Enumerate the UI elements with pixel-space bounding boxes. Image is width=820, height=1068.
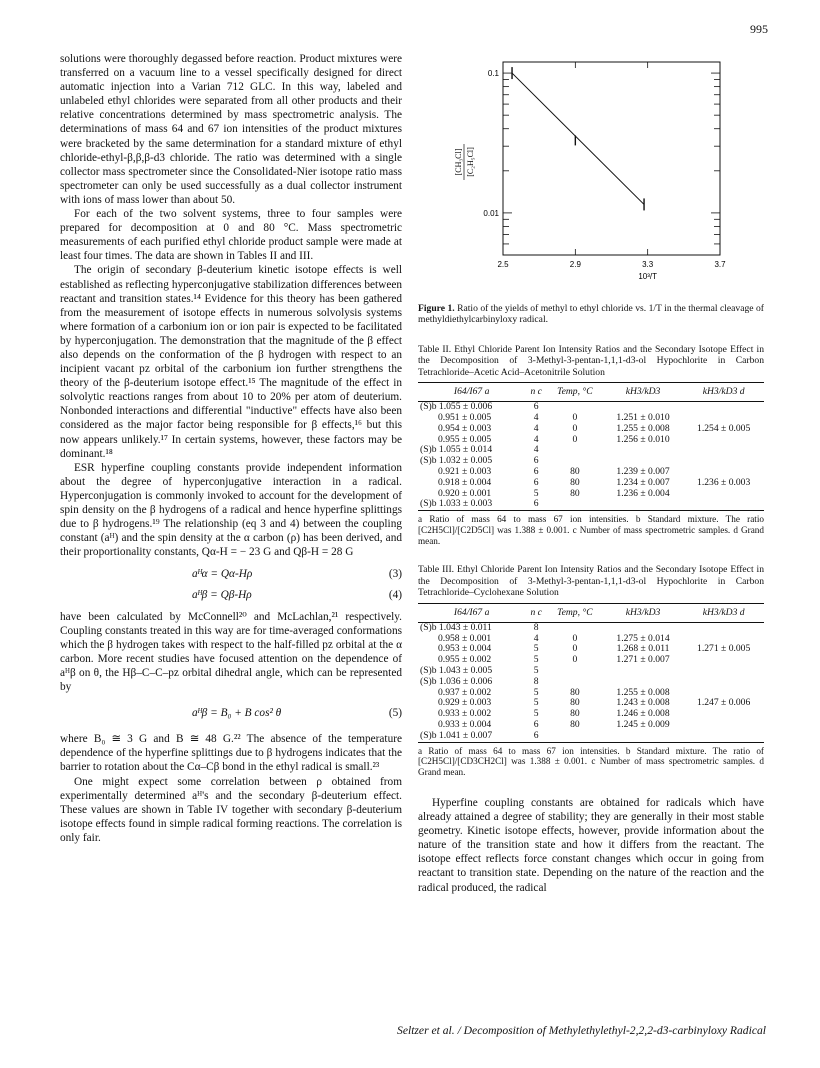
table-cell: (S)b 1.041 ± 0.007 [418, 731, 525, 742]
table-cell: 0.929 ± 0.003 [438, 697, 492, 709]
table-header: n c [525, 603, 547, 622]
y-tick-label: 0.01 [483, 208, 499, 218]
table-cell [683, 456, 764, 467]
table-cell: 1.246 ± 0.008 [616, 708, 670, 720]
table-cell: 4 [533, 632, 539, 644]
table-cell: (S)b 1.036 ± 0.006 [420, 675, 493, 687]
table-cell [603, 622, 684, 633]
table-row [418, 499, 764, 510]
figure-1-chart [418, 52, 764, 292]
table-cell [683, 731, 764, 742]
table-cell: 6 [525, 499, 547, 510]
table-cell: 4 [533, 433, 539, 445]
table-cell [683, 655, 764, 666]
paragraph: have been calculated by McConnell²⁰ and McLachlan,²¹ respectively. Coupling constants treated in this way are for time-averaged conformations which the β hydrogen takes with respect to the half-filled pz orbital at the α carbon. More recent studies have focused attention on the dependence of aᴴβ on θ, the Hβ–C–C–pz orbital dihedral angle, which can be represented by [60, 610, 402, 694]
table-cell [603, 677, 684, 688]
table-cell: 1.256 ± 0.010 [616, 433, 670, 445]
table-cell: 5 [533, 487, 539, 499]
table-header: kH3/kD3 d [683, 603, 764, 622]
table-cell: 80 [570, 487, 580, 499]
table-cell: 1.255 ± 0.008 [616, 422, 670, 434]
table-cell: 4 [533, 422, 539, 434]
table-cell: 4 [533, 444, 539, 456]
table-cell: 0.920 ± 0.001 [438, 487, 492, 499]
table-row [418, 677, 764, 688]
left-column [60, 52, 402, 845]
x-tick-label: 2.5 [497, 260, 509, 269]
table-cell: 0.953 ± 0.004 [438, 643, 492, 655]
table-cell: 80 [570, 476, 580, 488]
table-cell: (S)b 1.033 ± 0.003 [418, 499, 525, 510]
table-cell: 6 [533, 401, 539, 413]
x-axis-label: 10³/T [638, 272, 658, 281]
table-cell: 0 [572, 411, 578, 423]
table-cell: 1.255 ± 0.008 [616, 686, 670, 698]
table-cell: 1.251 ± 0.010 [616, 411, 670, 423]
table-cell: 1.271 ± 0.005 [697, 643, 751, 655]
table-header: I64/I67 a [418, 603, 525, 622]
table-cell: 5 [533, 664, 539, 676]
table-cell: 0.955 ± 0.002 [438, 654, 492, 666]
table-cell: 0 [572, 422, 578, 434]
table-cell [683, 499, 764, 510]
table-cell: (S)b 1.032 ± 0.005 [420, 455, 493, 467]
table-header: n c [525, 383, 547, 402]
table-cell [683, 720, 764, 731]
table-cell: 1.243 ± 0.008 [616, 697, 670, 709]
table-cell [547, 499, 603, 510]
table-cell: 80 [570, 697, 580, 709]
y-axis-label [454, 144, 475, 180]
table-cell: 0.933 ± 0.002 [438, 708, 492, 720]
y-tick-label: 0.1 [487, 69, 499, 79]
table-header: kH3/kD3 d [683, 383, 764, 402]
table-cell [547, 622, 603, 633]
table-cell: 4 [533, 411, 539, 423]
y-axis-label-bottom: [C₂H₅Cl] [466, 147, 475, 177]
table-cell [683, 489, 764, 500]
table-cell: (S)b 1.055 ± 0.014 [420, 444, 493, 456]
table-2 [418, 382, 764, 511]
table-cell [683, 622, 764, 633]
table-cell: 6 [533, 465, 539, 477]
table-cell: 0.933 ± 0.004 [438, 718, 492, 730]
table-cell: 80 [570, 686, 580, 698]
table-cell: 1.247 ± 0.006 [697, 697, 751, 709]
table-cell [603, 499, 684, 510]
paragraph: ESR hyperfine coupling constants provide independent information about the degree of hyperconjugative interaction in a radical. Hyperconjugation is commonly invoked to account for the development of spin density on the β hydrogens of a radical and hence hyperfine splittings due to β hydrogens.¹⁹ The relationship (eq 3 and 4) between the coupling constant (aᴴ) and the spin density at the α carbon (ρ) has been derived, and their proportionality constants, Qα-H = − 23 G and Qβ-H = 28 G [60, 461, 402, 559]
table-cell: 8 [533, 621, 539, 633]
table-cell [683, 402, 764, 413]
table-cell [547, 731, 603, 742]
equation-4: aᴴβ = Qβ-Hρ (4) [192, 589, 402, 602]
table-header: Temp, °C [547, 383, 603, 402]
table-cell: (S)b 1.043 ± 0.005 [420, 664, 493, 676]
table-cell: 0 [572, 433, 578, 445]
table2-caption: Table II. Ethyl Chloride Parent Ion Intensity Ratios and the Secondary Isotope Effect in the Decomposition of 3-Methyl-3-pentan-1,1,1-d3-ol Hypochlorite in Carbon Tetrachloride–Acetic Acid–Acetonitrile Solution [418, 343, 764, 378]
table-row [418, 424, 764, 435]
table-cell: 1.239 ± 0.007 [616, 465, 670, 477]
table-header: kH3/kD3 [603, 383, 684, 402]
paragraph: solutions were thoroughly degassed before reaction. Product mixtures were transferred on a vacuum line to a vessel specifically designed for direct automatic injection into a Varian 712 GLC. In this way, labeled and unlabeled ethyl chlorides were separated from all other products and their relative concentrations determined by mass spectrometric analysis. The determinations of mass 64 and 67 ion intensities of the product mixtures were bracketed by the same determination for a standard mixture of ethyl chloride-ethyl-β,β,β-d3 chloride. The ratio was determined with a single collector mass spectrometer since the Consolidated-Nier isotope ratio mass spectrometer can only be used successfully as a dual collector instrument with ions of mass lower than about 50. [60, 53, 402, 206]
table-cell [603, 731, 684, 742]
table-cell: 0.951 ± 0.005 [438, 411, 492, 423]
table-cell [683, 709, 764, 720]
table-3 [418, 603, 764, 743]
table-cell: 5 [533, 654, 539, 666]
running-footer: Seltzer et al. / Decomposition of Methylethylethyl-2,2,2-d3-carbinyloxy Radical [397, 1024, 766, 1037]
table-cell: 0.955 ± 0.005 [438, 433, 492, 445]
table-cell: 5 [533, 697, 539, 709]
paragraph: The origin of secondary β-deuterium kinetic isotope effects is well established as reflecting hyperconjugative stabilization differences between reactant and transition states.¹⁴ Evidence for this theory has been gathered from the measurement of isotope effects in numerous solvolysis systems where formation of a carbonium ion or ion pair is expected to be facilitated by hyperconjugation. The demonstration that the magnitude of the β effect also depends on the conformation of the β hydrogen with respect to an incipient vacant pz orbital of the carbonium ion further strengthens the theory of the β-deuterium isotope effect.¹⁵ The magnitude of the effect in solvolytic reactions ranges from about 10 to 20% per atom of deuterium. Nonbonded interactions and differential "inductive" effects have also been considered as the major factor being responsible for β effects,¹⁶ but this now appears unlikely.¹⁷ In certain systems, however, these factors may be dominant.¹⁸ [60, 264, 402, 460]
table-cell: 5 [533, 708, 539, 720]
table-cell: 6 [533, 476, 539, 488]
table-header: I64/I67 a [418, 383, 525, 402]
table-cell: 1.236 ± 0.003 [697, 476, 751, 488]
table-row [418, 622, 764, 633]
x-tick-label: 3.7 [714, 260, 726, 269]
table-cell: 1.254 ± 0.005 [697, 422, 751, 434]
table-cell: 6 [533, 718, 539, 730]
table-row [418, 731, 764, 742]
table-cell: 80 [570, 718, 580, 730]
table-cell: 0 [572, 643, 578, 655]
paragraph: One might expect some correlation between ρ obtained from experimentally determined aᴴ's and the secondary β-deuterium effect. These values are shown in Table IV together with secondary β-deuterium isotope effects found in simple radical forming reactions. The correlation is only fair. [60, 775, 402, 844]
table-header: kH3/kD3 [603, 603, 684, 622]
table-cell [547, 677, 603, 688]
equation-5: aᴴβ = B₀ + B cos² θ (5) [192, 707, 402, 720]
table-row [418, 478, 764, 489]
table3-caption: Table III. Ethyl Chloride Parent Ion Intensity Ratios and the Secondary Isotope Effect in the Decomposition of 3-Methyl-3-pentan-1,1,1-d3-ol Hypochlorite in Carbon Tetrachloride–Cyclohexane Solution [418, 564, 764, 599]
table-cell: 0.937 ± 0.002 [438, 686, 492, 698]
table-cell: 1.268 ± 0.011 [616, 643, 670, 655]
table-cell: 80 [570, 465, 580, 477]
table2-footnote: a Ratio of mass 64 to mass 67 ion intensities. b Standard mixture. The ratio [C2H5Cl]/[C2D5Cl] was 1.388 ± 0.001. c Number of mass spectrometric samples. d Grand mean. [418, 514, 764, 546]
table-cell: 8 [533, 675, 539, 687]
table-cell [683, 435, 764, 446]
figure-1 [418, 52, 764, 297]
paragraph: where B₀ ≅ 3 G and B ≅ 48 G.²² The absence of the temperature dependence of the hyperfine splittings due to β hydrogens indicates that the barrier to rotation about the Cα–Cβ bond in the ethyl radical is small.²³ [60, 733, 402, 774]
x-tick-label: 2.9 [569, 260, 581, 269]
plot-frame [503, 62, 720, 255]
table-cell: 0 [572, 632, 578, 644]
table-cell: 5 [533, 686, 539, 698]
table-cell: 80 [570, 708, 580, 720]
table-cell: (S)b 1.043 ± 0.011 [420, 621, 492, 633]
table-cell: 1.236 ± 0.004 [616, 487, 670, 499]
figure-caption: Figure 1. Ratio of the yields of methyl to ethyl chloride vs. 1/T in the thermal cleavage of methyldiethylcarbinyloxy radical. [418, 303, 764, 326]
table-cell: 1.271 ± 0.007 [616, 654, 670, 666]
paragraph: For each of the two solvent systems, three to four samples were prepared for decomposition at 0 and 80 °C. Mass spectrometric measurements of each purified ethyl chloride product sample were made at least four times. The data are shown in Tables II and III. [60, 208, 402, 263]
right-column [418, 52, 764, 895]
series-line [512, 73, 644, 204]
y-axis-label-top: [CH₃Cl] [454, 148, 463, 176]
page-number: 995 [750, 22, 768, 36]
table-header: Temp, °C [547, 603, 603, 622]
table3-footnote: a Ratio of mass 64 to mass 67 ion intensities. b Standard mixture. The ratio of [C2H5Cl]/[CD3CH2Cl] was 1.388 ± 0.001. c Number of mass spectrometric samples. d Grand mean. [418, 745, 764, 778]
table-cell [683, 666, 764, 677]
table-cell [547, 666, 603, 677]
table-cell: 1.275 ± 0.014 [616, 632, 670, 644]
table-cell [683, 445, 764, 456]
table-cell [683, 677, 764, 688]
table-cell [547, 445, 603, 456]
table-cell: 0.918 ± 0.004 [438, 476, 492, 488]
table-cell: 0.921 ± 0.003 [438, 465, 492, 477]
table-cell [603, 666, 684, 677]
table-cell: (S)b 1.055 ± 0.006 [420, 401, 493, 413]
table-cell: 5 [533, 643, 539, 655]
table-cell: 0.954 ± 0.003 [438, 422, 492, 434]
table-cell [603, 445, 684, 456]
x-tick-label: 3.3 [642, 260, 654, 269]
table-cell: 1.234 ± 0.007 [616, 476, 670, 488]
table-cell: 1.245 ± 0.009 [616, 718, 670, 730]
table-cell: 6 [525, 731, 547, 742]
table-cell: 0.958 ± 0.001 [438, 632, 492, 644]
paragraph: Hyperfine coupling constants are obtained for radicals which have already attained a degree of stability; they are generally in their most stable geometry. Kinetic isotope effects, however, provide information about the nature of the transition state and how it differs from the reactant. The isotope effect reflects force constant changes which occur in going from reactant to transition state. Depending on the nature of the reaction and the radical produced, the radical [418, 796, 764, 894]
table-cell: 0 [572, 654, 578, 666]
table-cell: 6 [533, 455, 539, 467]
equation-3: aᴴα = Qα-Hρ (3) [192, 568, 402, 581]
